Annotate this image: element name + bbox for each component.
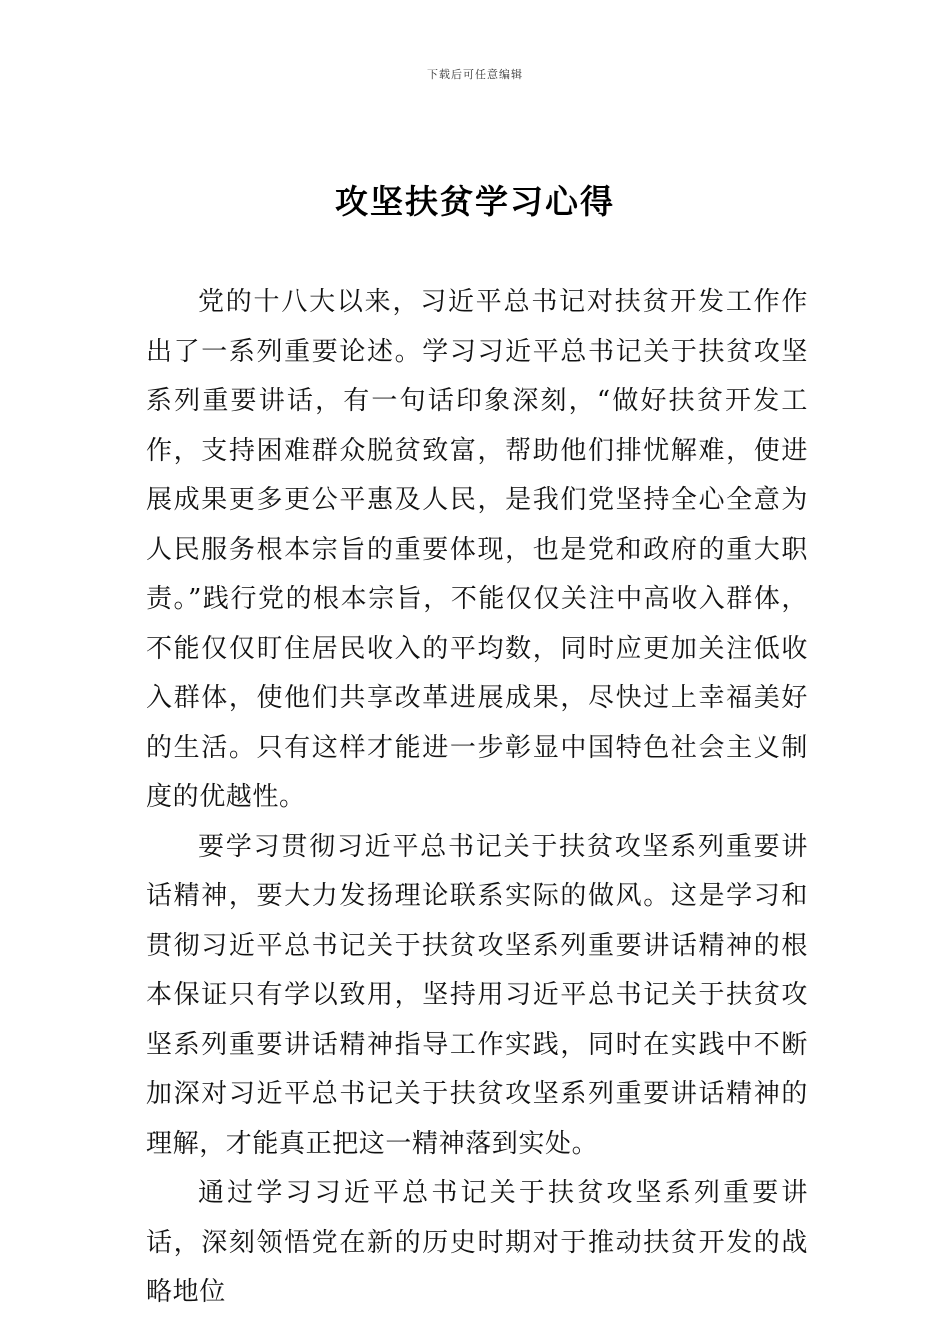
paragraph-3: 通过学习习近平总书记关于扶贫攻坚系列重要讲话，深刻领悟党在新的历史时期对于推动扶贫开发的战略地位 [146,1178,808,1307]
paragraph-1: 党的十八大以来，习近平总书记对扶贫开发工作作出了一系列重要论述。学习习近平总书记关于扶贫攻坚系列重要讲话，有一句话印象深刻，“做好扶贫开发工作，支持困难群众脱贫致富，帮助他们排忧解难，使进展成果更多更公平惠及人民，是我们党坚持全心全意为人民服务根本宗旨的重要体现，也是党和政府的重大职责。”践行党的根本宗旨，不能仅仅关注中高收入群体，不能仅仅盯住居民收入的平均数，同时应更加关注低收入群体，使他们共享改革进展成果，尽快过上幸福美好的生活。只有这样才能进一步彰显中国特色社会主义制度的优越性。 [146,287,808,812]
document-body [146,278,808,1318]
paragraph-2: 要学习贯彻习近平总书记关于扶贫攻坚系列重要讲话精神，要大力发扬理论联系实际的做风。这是学习和贯彻习近平总书记关于扶贫攻坚系列重要讲话精神的根本保证只有学以致用，坚持用习近平总书记关于扶贫攻坚系列重要讲话精神指导工作实践，同时在实践中不断加深对习近平总书记关于扶贫攻坚系列重要讲话精神的理解，才能真正把这一精神落到实处。 [146,831,808,1159]
header-note: 下载后可任意编辑 [427,68,523,81]
document-title: 攻坚扶贫学习心得 [335,182,615,221]
